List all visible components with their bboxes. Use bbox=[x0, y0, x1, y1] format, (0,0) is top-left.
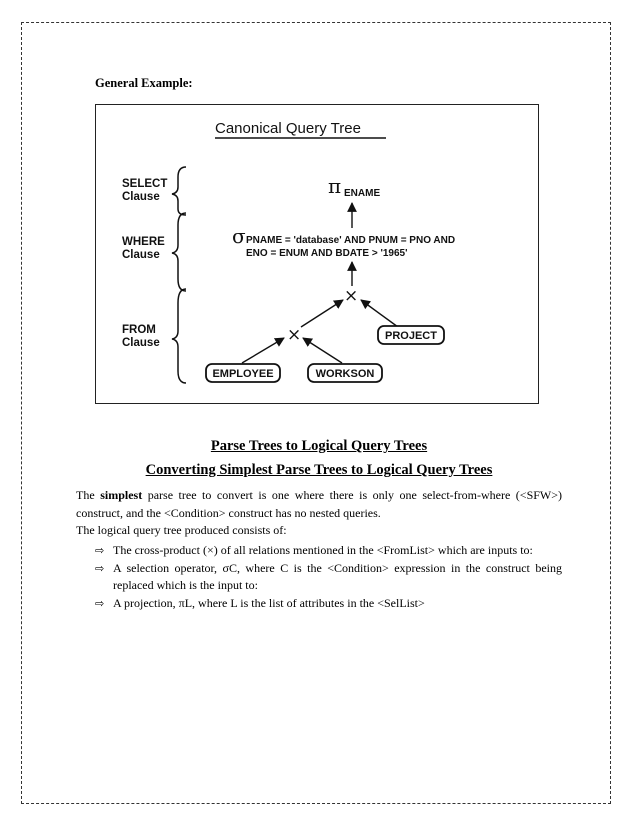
paragraph1-pre: The bbox=[76, 488, 101, 502]
logical-tree-intro-paragraph: The logical query tree produced consists of: bbox=[76, 523, 287, 537]
select-clause-label: SELECT bbox=[122, 178, 168, 190]
simplest-parse-tree-paragraph bbox=[76, 486, 562, 522]
selection-condition-line1: PNAME = 'database' AND PNUM = PNO AND bbox=[246, 235, 456, 246]
cross-product-upper: × bbox=[344, 286, 359, 306]
cross-product-lower: × bbox=[287, 325, 302, 345]
projection-attributes: ENAME bbox=[344, 188, 381, 199]
section-title: Parse Trees to Logical Query Trees bbox=[210, 438, 428, 454]
section-subtitle: Converting Simplest Parse Trees to Logical Query Trees bbox=[145, 462, 493, 478]
select-clause-label-2: Clause bbox=[122, 191, 160, 203]
select-brace bbox=[172, 167, 186, 215]
figure-title: Canonical Query Tree bbox=[215, 120, 361, 137]
where-brace bbox=[172, 213, 186, 291]
paragraph1-post: parse tree to convert is one where there is only one select-from-where (<SFW>) construct, and the <Condition> construct has no nested queries. bbox=[76, 488, 563, 520]
from-brace bbox=[172, 289, 186, 383]
edge-employee-to-lower-cross bbox=[242, 338, 284, 363]
selection-symbol: σ bbox=[232, 224, 246, 248]
list-item bbox=[95, 560, 562, 594]
edge-workson-to-lower-cross bbox=[303, 338, 342, 363]
from-clause-label-2: Clause bbox=[122, 337, 160, 349]
canonical-query-tree-figure bbox=[95, 104, 539, 404]
project-node-label: PROJECT bbox=[385, 330, 437, 342]
edge-lower-cross-to-upper-cross bbox=[301, 300, 343, 327]
list-item bbox=[95, 542, 562, 559]
general-example-heading: General Example: bbox=[95, 76, 193, 90]
bullet-projection: A projection, πL, where L is the list of attributes in the <SelList> bbox=[113, 596, 425, 610]
where-clause-label: WHERE bbox=[122, 236, 165, 248]
arrow-bullet-icon: ⇨ bbox=[95, 544, 105, 557]
edge-project-to-upper-cross bbox=[361, 300, 398, 327]
bullet-cross-product: The cross-product (×) of all relations mentioned in the <FromList> which are inputs to: bbox=[113, 543, 533, 557]
where-clause-label-2: Clause bbox=[122, 249, 160, 261]
employee-node-label: EMPLOYEE bbox=[212, 368, 274, 380]
projection-symbol: π bbox=[328, 174, 342, 198]
selection-condition-line2: ENO = ENUM AND BDATE > '1965' bbox=[246, 248, 408, 259]
arrow-bullet-icon: ⇨ bbox=[95, 597, 105, 610]
query-tree-diagram bbox=[96, 105, 540, 405]
list-item bbox=[95, 595, 562, 612]
arrow-bullet-icon: ⇨ bbox=[95, 562, 105, 575]
from-clause-label: FROM bbox=[122, 324, 156, 336]
paragraph1-bold: simplest bbox=[100, 488, 143, 502]
workson-node-label: WORKSON bbox=[315, 368, 375, 380]
logical-tree-components-list bbox=[95, 542, 562, 613]
bullet-selection: A selection operator, σC, where C is the <Condition> expression in the construct being replaced which is the input to: bbox=[113, 561, 562, 592]
